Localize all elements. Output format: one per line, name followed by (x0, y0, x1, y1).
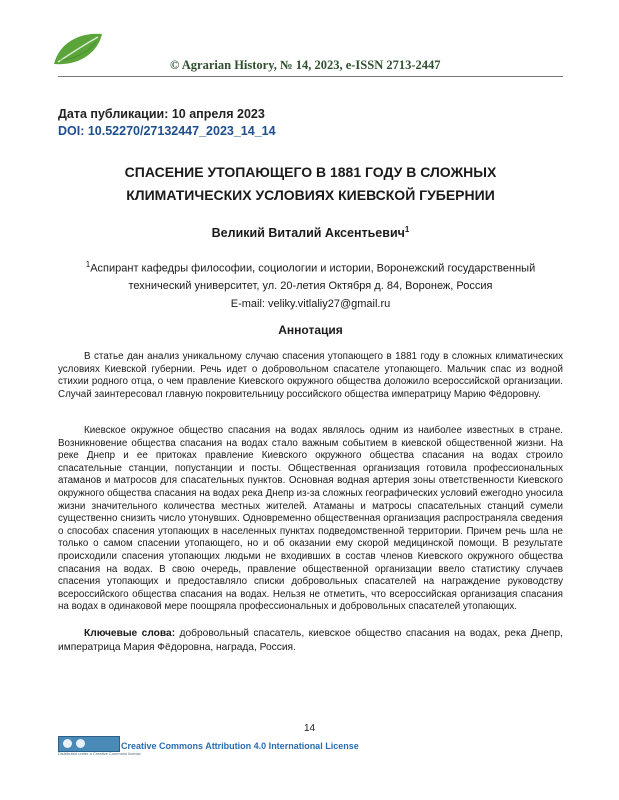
keywords-label: Ключевые слова: (84, 628, 176, 639)
doi-link[interactable]: DOI: 10.52270/27132447_2023_14_14 (58, 124, 276, 138)
article-title (58, 161, 563, 207)
header-divider (58, 76, 563, 77)
publication-date: Дата публикации: 10 апреля 2023 (58, 107, 265, 121)
cc-circle-icon (63, 739, 72, 748)
author-affiliation-mark: 1 (404, 225, 410, 234)
title-line-1: СПАСЕНИЕ УТОПАЮЩЕГО В 1881 ГОДУ В СЛОЖНЫХ (124, 164, 497, 180)
journal-header: © Agrarian History, № 14, 2023, e-ISSN 2713-2447 (170, 58, 441, 72)
affiliation (58, 256, 563, 313)
affiliation-mark: 1 (85, 260, 91, 269)
license-link[interactable]: Creative Commons Attribution 4.0 International License (121, 741, 359, 751)
keywords (58, 627, 563, 655)
abstract-heading: Аннотация (278, 323, 343, 337)
keywords-text: добровольный спасатель, киевское общество спасания на водах, река Днепр, императрица Мария Фёдоровна, награда, Россия. (58, 628, 563, 653)
license-badge-caption: Distributed under a Creative Commons license (58, 751, 141, 756)
affiliation-line-1 (58, 256, 563, 278)
author-name: Великий Виталий Аксентьевич (211, 226, 405, 241)
affiliation-line-2: технический университет, ул. 20-летия Октября д. 84, Воронеж, Россия (128, 280, 493, 293)
abstract-paragraph-1: В статье дан анализ уникальному случаю спасения утопающего в 1881 году в сложных климатических условиях Киевской губернии. Речь идет о добровольном спасателе утопающего. Мальчик спас из водной стихии родного отца, о чем правление Киевского окружного общества доложило всероссийской организации. Случай заинтересовал главную покровительницу российского общества императрицу Марию Фёдоровну. (58, 351, 563, 400)
author (58, 225, 563, 240)
title-line-2: КЛИМАТИЧЕСКИХ УСЛОВИЯХ КИЕВСКОЙ ГУБЕРНИИ (126, 187, 495, 203)
cc-license-icon[interactable] (58, 736, 120, 752)
affiliation-text-1: Аспирант кафедры философии, социологии и истории, Воронежский государственный (90, 262, 536, 275)
author-email[interactable]: E-mail: veliky.vitlaliy27@gmail.ru (230, 297, 391, 310)
abstract-paragraph-2: Киевское окружное общество спасания на водах являлось одним из наиболее известных в стране. Возникновение общества спасания на водах стало важным событием в киевской общественной жизни. На реке Днепр и ее притоках правление Киевского окружного общества спасания на водах строило спасательные станции, попустанции и посты. Общественная организация готовила профессиональных атаманов и матросов для спасательных пунктов. Основная водная артерия зоны ответственности Киевского окружного общества спасания на водах река Днепр из-за сложных географических условий ежегодно уносила жизни значительного количества местных жителей. Атаманы и матросы спасательных станций сумели существенно снизить число утонувших. Одновременно общественная организация распространяла сведения о способах спасения утопающих в населенных пунктах подведомственной территории. Причем речь шла не только о самом спасении утопающего, но и об оказании ему скорой медицинской помощи. В результате происходили спасения утопающих людьми не входивших в состав членов Киевского окружного общества спасания на водах. В свою очередь, правление общественной организации ввело статистику случаев спасения утопающих и предоставляло списки добровольных спасателей на награждение руководству всероссийского общества спасания на водах. Нельзя не отметить, что всероссийская организация спасания на водах в одинаковой мере поощряла профессиональных и добровольных спасателей утопающих. (58, 425, 563, 613)
leaf-logo-icon (50, 30, 106, 70)
cc-by-icon (76, 739, 85, 748)
page-number: 14 (303, 723, 316, 734)
